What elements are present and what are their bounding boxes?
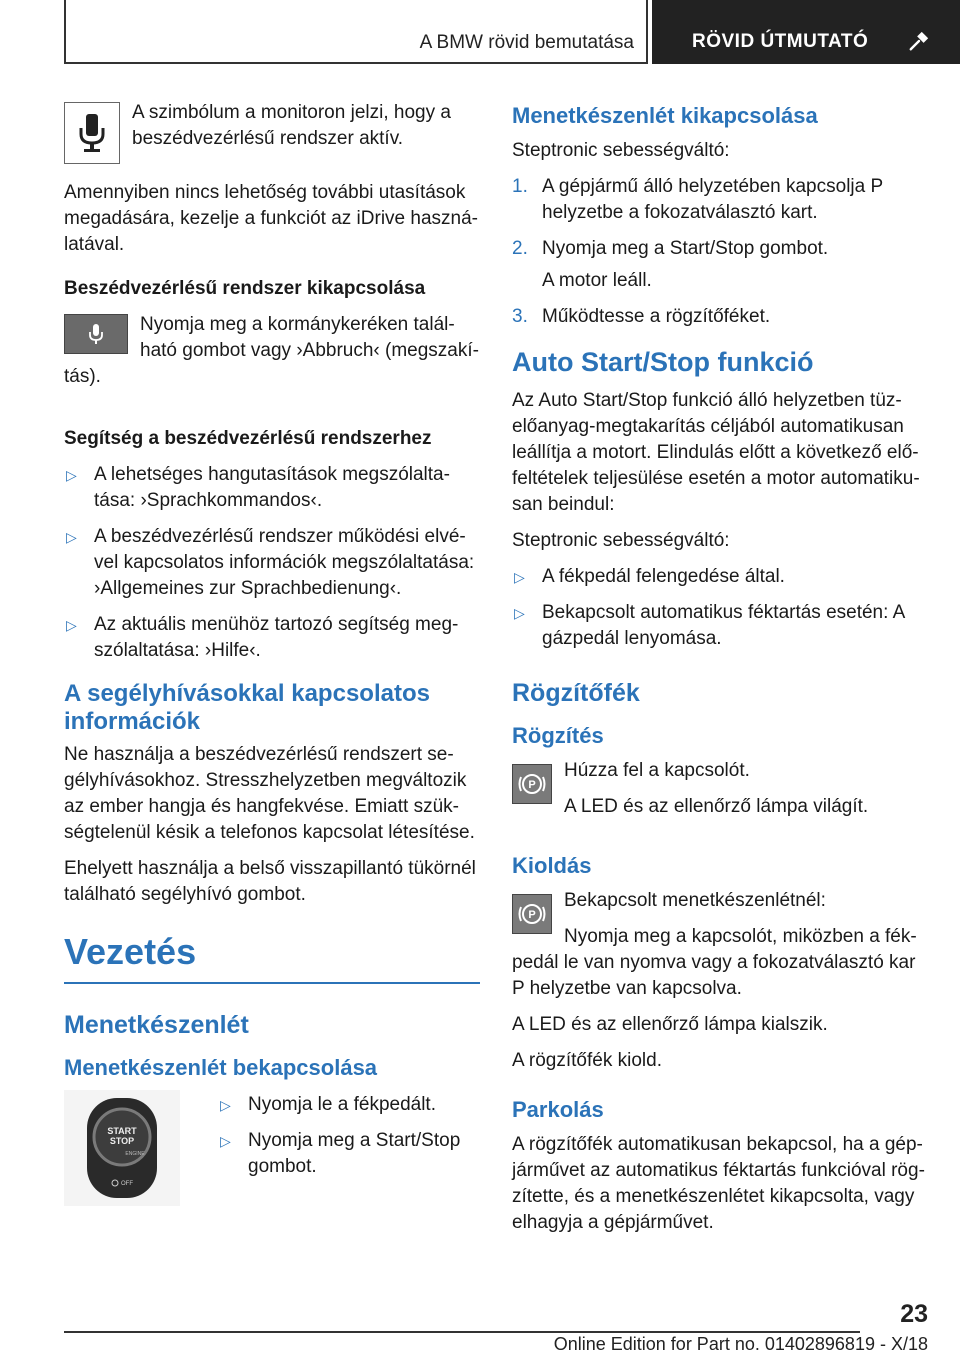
parking-brake-icon	[512, 894, 552, 934]
symbol-paragraph	[64, 100, 480, 168]
right-column	[512, 100, 928, 1246]
list-item: 1. A gépjármű álló helyzetében kapcsolja P helyzetbe a fokozatválasztó kart.	[512, 176, 883, 223]
triangle-bullet-icon: ▷	[514, 569, 525, 585]
apply-text-2: A LED és az ellenőrző lámpa világít.	[564, 796, 869, 817]
auto-start-list	[512, 564, 928, 652]
triangle-bullet-icon: ▷	[220, 1133, 231, 1149]
button-label-stop: STOP	[109, 1136, 135, 1146]
parking-heading: Parkolás	[512, 1097, 604, 1122]
release-text-3: A LED és az ellenőrző lámpa kialszik.	[512, 1014, 828, 1035]
edition-text: Online Edition for Part no. 01402896819 - X/18	[553, 1334, 928, 1354]
auto-start-stop-text: Az Auto Start/Stop funkció álló helyzetben tüz-előanyag-megtakarítás céljából automatikusan leállítja a motort. Elindulás előtt a következő elő-feltételek teljesülése esetén a motor automatiku-san beindul:	[512, 390, 920, 515]
footer-divider	[64, 1331, 860, 1333]
list-item: ▷ Nyomja meg a Start/Stop gombot.	[220, 1130, 461, 1177]
ready-on-list	[218, 1090, 480, 1190]
page-number: 23	[900, 1300, 928, 1328]
start-stop-section	[64, 1090, 480, 1206]
emergency-text-1: Ne használja a beszédvezérlésű rendszert se-gélyhívásokhoz. Stresszhelyzetben megváltozik az ember hangja és hangfekvése. Emiatt szük-ségtelenül késik a telefonos kapcsolat létesítése.	[64, 744, 475, 843]
apply-paragraph	[512, 758, 928, 830]
list-item: ▷ A fékpedál felengedése által.	[512, 564, 928, 590]
voice-help-heading: Segítség a beszédvezérlésű rendszerhez	[64, 428, 432, 449]
apply-text-1: Húzza fel a kapcsolót.	[564, 760, 750, 781]
parking-brake-heading: Rögzítőfék	[512, 679, 640, 707]
ready-off-steps	[512, 174, 928, 330]
steptronic-text-2: Steptronic sebességváltó:	[512, 530, 730, 551]
idrive-text: Amennyiben nincs lehetőség további utasítások megadására, kezelje a funkciót az iDrive haszná-latával.	[64, 182, 478, 255]
svg-text:P: P	[528, 779, 536, 791]
start-stop-button-image	[64, 1090, 180, 1206]
header-chapter-title: RÖVID ÚTMUTATÓ	[692, 31, 869, 52]
triangle-bullet-icon: ▷	[66, 529, 77, 545]
button-label-engine: ENGINE	[125, 1151, 145, 1157]
release-text-4: A rögzítőfék kiold.	[512, 1050, 662, 1071]
button-label-off: OFF	[121, 1181, 133, 1187]
steering-voice-button-icon	[64, 314, 128, 354]
button-label-start: START	[107, 1126, 137, 1136]
hammer-icon	[908, 30, 930, 52]
release-text-2: Nyomja meg a kapcsolót, miközben a fék-pedál le van nyomva vagy a fokozatválasztó kar P helyzetbe van kapcsolva.	[512, 926, 917, 999]
voice-off-paragraph	[64, 312, 480, 400]
header-section-box	[64, 0, 648, 64]
list-item: ▷ Bekapcsolt automatikus féktartás esetén: A gázpedál lenyomása.	[514, 602, 905, 649]
list-item: ▷ A beszédvezérlésű rendszer működési elvé-vel kapcsolatos információk megszólaltatása: ›Allgemeines zur Sprachbedienung‹.	[66, 526, 475, 599]
apply-heading: Rögzítés	[512, 723, 604, 748]
voice-off-heading: Beszédvezérlésű rendszer kikapcsolása	[64, 278, 426, 299]
symbol-text: A szimbólum a monitoron jelzi, hogy a beszédvezérlésű rendszer aktív.	[132, 102, 451, 149]
release-text-1: Bekapcsolt menetkészenlétnél:	[564, 890, 826, 911]
left-column	[64, 100, 480, 1206]
voice-help-list	[64, 462, 480, 664]
list-item: 2. Nyomja meg a Start/Stop gombot.	[512, 238, 829, 259]
parking-brake-icon	[512, 764, 552, 804]
list-item: ▷ Nyomja le a fékpedált.	[218, 1092, 480, 1118]
ready-on-heading: Menetkészenlét bekapcsolása	[64, 1055, 378, 1080]
ready-heading: Menetkészenlét	[64, 1011, 249, 1039]
triangle-bullet-icon: ▷	[514, 605, 525, 621]
emergency-heading: A segélyhívásokkal kapcsolatos információk	[64, 680, 430, 735]
engine-off-text: A motor leáll.	[542, 270, 652, 291]
release-paragraph	[512, 888, 928, 1002]
svg-text:P: P	[528, 909, 536, 921]
triangle-bullet-icon: ▷	[66, 467, 77, 483]
driving-heading: Vezetés	[64, 930, 480, 984]
triangle-bullet-icon: ▷	[66, 617, 77, 633]
header-section-title: A BMW rövid bemutatása	[419, 32, 634, 53]
triangle-bullet-icon: ▷	[220, 1097, 231, 1113]
list-item	[512, 268, 928, 294]
auto-start-stop-heading: Auto Start/Stop funkció	[512, 347, 814, 377]
ready-off-heading: Menetkészenlét kikapcsolása	[512, 103, 818, 128]
emergency-text-2: Ehelyett használja a belső visszapillantó tükörnél található segélyhívó gombot.	[64, 858, 476, 905]
parking-text: A rögzítőfék automatikusan bekapcsol, ha a gép-járművet az automatikus féktartás funkcióval rög-zítette, és a menetkészenlétet kikapcsolta, vagy elhagyja a gépjárművet.	[512, 1134, 925, 1233]
list-item: ▷ Az aktuális menühöz tartozó segítség meg-szólaltatása: ›Hilfe‹.	[66, 614, 459, 661]
list-item: 3. Működtesse a rögzítőféket.	[512, 306, 771, 327]
list-item: ▷ A lehetséges hangutasítások megszólalta-tása: ›Sprachkommandos‹.	[66, 464, 450, 511]
header-chapter-tab	[652, 0, 960, 64]
steptronic-text-1: Steptronic sebességváltó:	[512, 140, 730, 161]
microphone-icon	[64, 102, 120, 164]
release-heading: Kioldás	[512, 853, 592, 878]
voice-off-text: Nyomja meg a kormánykeréken talál-ható gombot vagy ›Abbruch‹ (megszakí-tás).	[64, 314, 479, 387]
